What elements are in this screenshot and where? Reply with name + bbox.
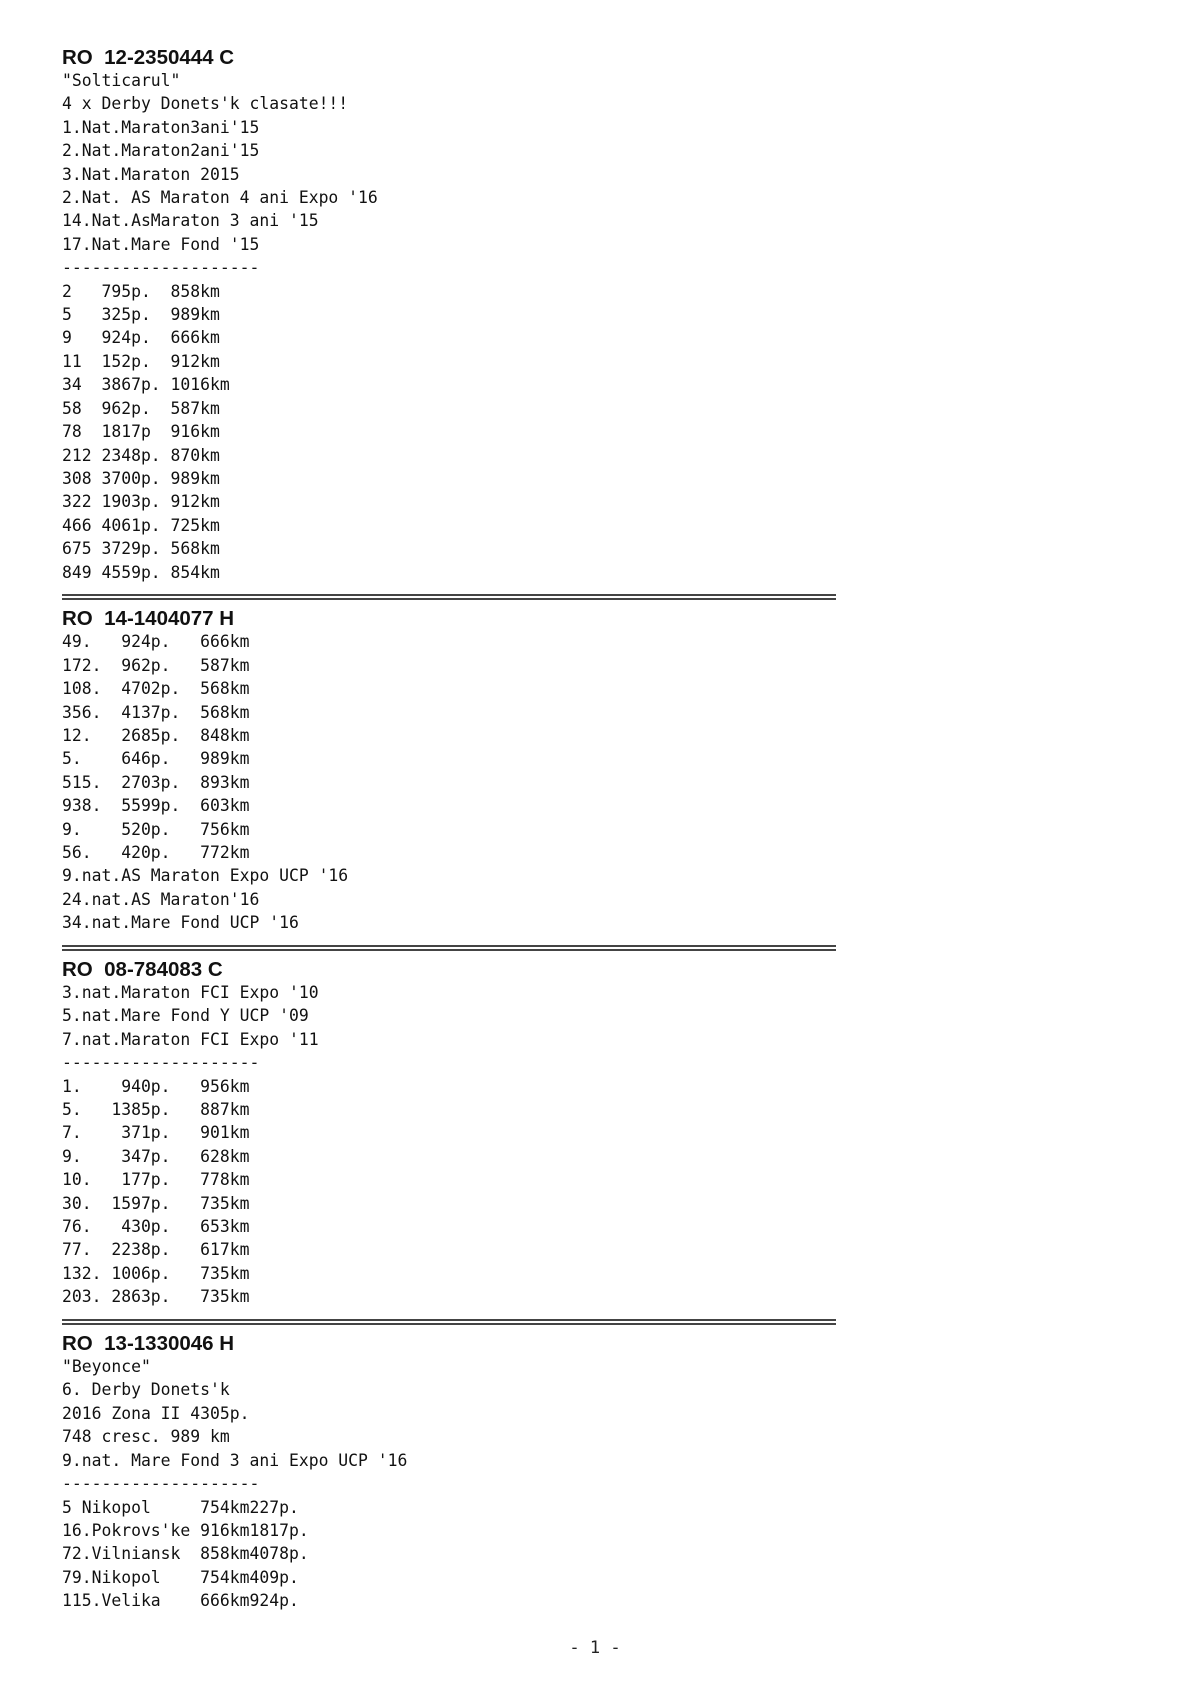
dash-divider: -------------------- [62, 1053, 260, 1073]
record-line: 5. 1385p. 887km [62, 1100, 250, 1120]
record-line: 9. 520p. 756km [62, 819, 250, 839]
dash-divider: -------------------- [62, 1474, 260, 1494]
pigeon-record [62, 1332, 1142, 1612]
record-line: 3.nat.Maraton FCI Expo '10 [62, 983, 319, 1002]
record-line: 14.Nat.AsMaraton 3 ani '15 [62, 211, 319, 231]
double-rule [62, 1319, 836, 1325]
section-separator [62, 935, 1142, 958]
record-line: "Solticarul" [62, 71, 181, 90]
record-line: 17.Nat.Mare Fond '15 [62, 234, 260, 254]
record-line: 849 4559p. 854km [62, 562, 220, 582]
record-line: 203. 2863p. 735km [62, 1287, 250, 1307]
record-line: 9.nat. Mare Fond 3 ani Expo UCP '16 [62, 1450, 408, 1470]
record-line: 108. 4702p. 568km [62, 679, 250, 699]
record-line: 5. 646p. 989km [62, 749, 250, 769]
record-line: 4 x Derby Donets'k clasate!!! [62, 94, 349, 114]
record-line: 3.Nat.Maraton 2015 [62, 164, 240, 184]
record-line: 1. 940p. 956km [62, 1076, 250, 1096]
record-line: 78 1817p 916km [62, 422, 220, 442]
record-line: 9.nat.AS Maraton Expo UCP '16 [62, 866, 349, 886]
record-line: 9. 347p. 628km [62, 1146, 250, 1166]
record-line: 356. 4137p. 568km [62, 702, 250, 722]
record-line: 58 962p. 587km [62, 398, 220, 418]
record-line: 9 924p. 666km [62, 328, 220, 348]
record-line: 11 152p. 912km [62, 351, 220, 371]
record-line: 322 1903p. 912km [62, 492, 220, 512]
section-separator [62, 1309, 1142, 1332]
record-line: 2.Nat.Maraton2ani'15 [62, 141, 260, 161]
record-line: 10. 177p. 778km [62, 1170, 250, 1190]
record-line: 24.nat.AS Maraton'16 [62, 889, 260, 909]
pigeon-record [62, 958, 1142, 1309]
record-line: 79.Nikopol 754km409p. [62, 1567, 299, 1587]
record-line: 172. 962p. 587km [62, 655, 250, 675]
record-line: 2.Nat. AS Maraton 4 ani Expo '16 [62, 188, 378, 208]
record-line: 7. 371p. 901km [62, 1123, 250, 1143]
dash-divider: -------------------- [62, 258, 260, 278]
record-line: 12. 2685p. 848km [62, 725, 250, 745]
record-line: 2016 Zona II 4305p. [62, 1403, 250, 1423]
ring-number-heading: RO 12-2350444 C [62, 46, 235, 69]
record-line: 5 325p. 989km [62, 305, 220, 325]
ring-number-heading: RO 08-784083 C [62, 958, 223, 981]
record-line: 49. 924p. 666km [62, 632, 250, 652]
record-line: 72.Vilniansk 858km4078p. [62, 1544, 309, 1564]
record-line: 1.Nat.Maraton3ani'15 [62, 117, 260, 137]
record-line: 34.nat.Mare Fond UCP '16 [62, 913, 299, 933]
record-line: 466 4061p. 725km [62, 515, 220, 535]
double-rule [62, 945, 836, 951]
ring-number-heading: RO 14-1404077 H [62, 607, 235, 631]
record-line: 515. 2703p. 893km [62, 772, 250, 792]
record-line: 77. 2238p. 617km [62, 1240, 250, 1260]
record-line: 748 cresc. 989 km [62, 1427, 230, 1447]
pigeon-record [62, 46, 1142, 584]
record-line: 938. 5599p. 603km [62, 796, 250, 816]
pigeon-record [62, 607, 1142, 934]
record-line: 6. Derby Donets'k [62, 1380, 230, 1400]
record-line: 675 3729p. 568km [62, 539, 220, 559]
record-line: 30. 1597p. 735km [62, 1193, 250, 1213]
record-line: 132. 1006p. 735km [62, 1263, 250, 1283]
page-number: - 1 - [569, 1638, 621, 1658]
record-line: 5.nat.Mare Fond Y UCP '09 [62, 1006, 309, 1026]
record-line: 76. 430p. 653km [62, 1217, 250, 1237]
record-line: 16.Pokrovs'ke 916km1817p. [62, 1520, 309, 1540]
record-line: 2 795p. 858km [62, 281, 220, 301]
document-page [62, 46, 1142, 1613]
ring-number-heading: RO 13-1330046 H [62, 1332, 235, 1356]
record-line: 212 2348p. 870km [62, 445, 220, 465]
record-line: 5 Nikopol 754km227p. [62, 1497, 299, 1517]
section-separator [62, 584, 1142, 607]
record-line: 308 3700p. 989km [62, 468, 220, 488]
record-line: 56. 420p. 772km [62, 842, 250, 862]
record-line: 115.Velika 666km924p. [62, 1591, 299, 1611]
record-line: 7.nat.Maraton FCI Expo '11 [62, 1029, 319, 1049]
record-line: 34 3867p. 1016km [62, 375, 230, 395]
double-rule [62, 594, 836, 600]
record-line: "Beyonce" [62, 1357, 151, 1377]
